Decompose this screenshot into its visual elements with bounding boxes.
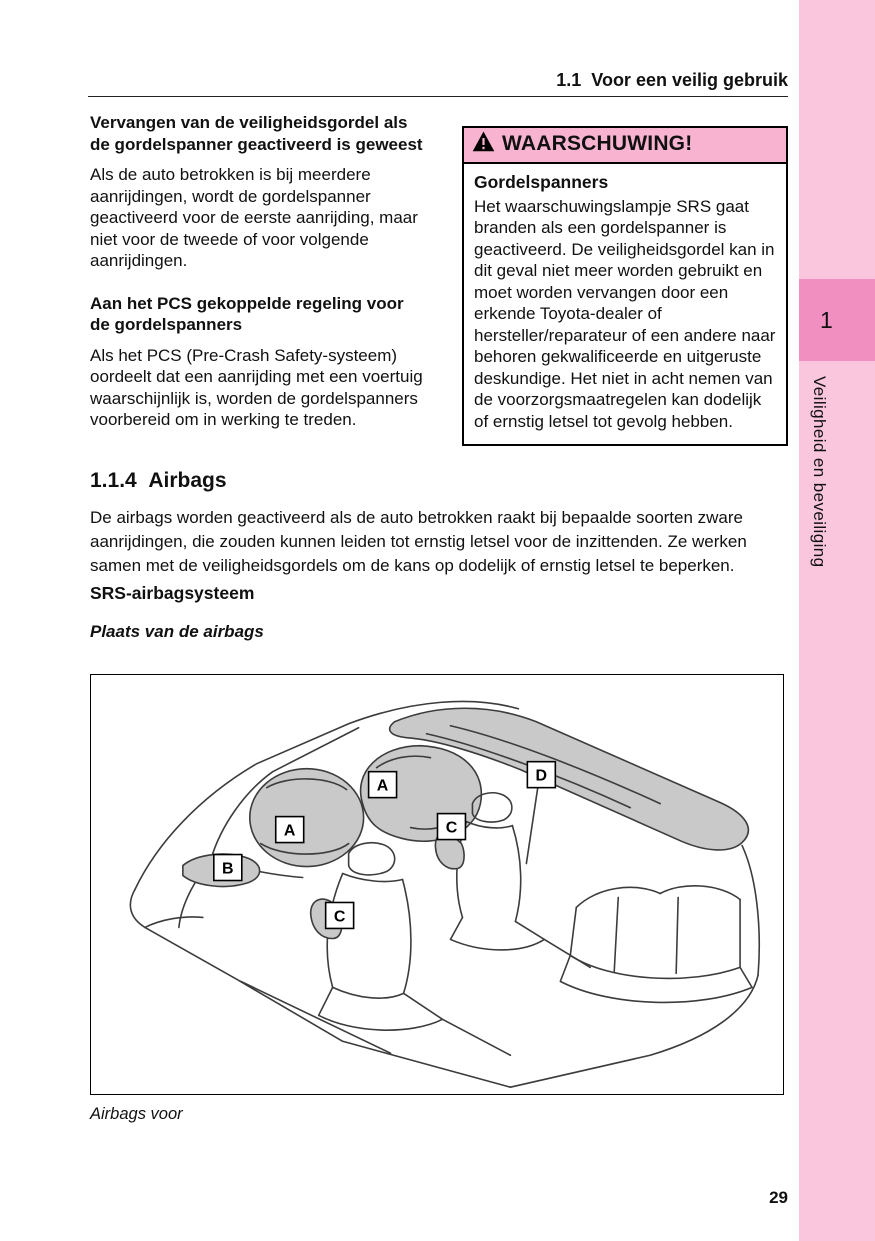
- page-header-title: 1.1 Voor een veilig gebruik: [556, 70, 788, 90]
- airbag-label-d-curtain: [527, 762, 555, 788]
- section-heading-airbags: 1.1.4 Airbags: [90, 469, 227, 492]
- airbag-label-a-passenger: [369, 772, 397, 798]
- airbag-label-c-driver-side: [326, 902, 354, 928]
- chapter-title: Veiligheid en beveiliging: [810, 376, 829, 568]
- chapter-number: 1: [820, 306, 833, 333]
- warning-title: WAARSCHUWING!: [502, 132, 693, 155]
- warning-body: [464, 164, 786, 444]
- airbag-location-diagram: [91, 675, 783, 1094]
- airbag-label-c-passenger-side: [437, 814, 465, 840]
- airbag-label-b-knee: [214, 855, 242, 881]
- warning-text: Het waarschuwingslampje SRS gaat branden als een gordelspanner is geactiveerd. De veiligheidsgordel kan in dit geval niet meer worden gebruikt en moet worden vervangen door een erkende Toyota-dealer of hersteller/reparateur of een andere naar behoren gekwalificeerde en uitgeruste deskundige. Het niet in acht nemen van de voorzorgsmaatregelen kan dodelijk of ernstig letsel tot gevolg hebben.: [474, 196, 776, 431]
- svg-text:D: D: [535, 767, 548, 785]
- airbags-intro: De airbags worden geactiveerd als de auto betrokken raakt bij bepaalde soorten zware aanrijdingen, die zouden kunnen leiden tot ernstig letsel voor de inzittenden. Ze werken samen met de veiligheidsgordels om de kans op dodelijk of ernstig letsel te beperken.: [90, 508, 747, 575]
- left-heading-2: Aan het PCS gekoppelde regeling voor de gordelspanners: [90, 293, 404, 334]
- warning-subtitle: Gordelspanners: [474, 172, 609, 192]
- airbag-location-subheading: Plaats van de airbags: [90, 622, 264, 641]
- header-rule: [88, 96, 788, 97]
- srs-subheading: SRS-airbagsysteem: [90, 583, 255, 603]
- svg-text:A: A: [376, 777, 389, 795]
- svg-text:C: C: [333, 908, 346, 926]
- left-paragraph-2: Als het PCS (Pre-Crash Safety-systeem) oordeelt dat een aanrijding met een voertuig waarschijnlijk is, worden de gordelspanners voorbereid om in werking te treden.: [90, 345, 423, 429]
- airbag-label-a-driver: [276, 817, 304, 843]
- left-column: [90, 112, 424, 452]
- svg-text:B: B: [222, 860, 234, 878]
- left-paragraph-1: Als de auto betrokken is bij meerdere aanrijdingen, wordt de gordelspanner geactiveerd voor de eerste aanrijding, maar niet voor de tweede of voor volgende aanrijdingen.: [90, 165, 418, 270]
- left-heading-1: Vervangen van de veiligheidsgordel als de gordelspanner geactiveerd is geweest: [90, 113, 423, 154]
- chapter-tab: [799, 279, 875, 361]
- page-number: 29: [769, 1188, 788, 1207]
- warning-box: [462, 126, 788, 446]
- airbag-figure-frame: [90, 674, 784, 1095]
- warning-header: [464, 128, 786, 164]
- chapter-sidebar: [799, 0, 875, 1241]
- svg-text:A: A: [283, 822, 296, 840]
- figure-caption: Airbags voor: [90, 1105, 183, 1123]
- warning-icon: [472, 131, 495, 157]
- svg-text:C: C: [445, 819, 458, 837]
